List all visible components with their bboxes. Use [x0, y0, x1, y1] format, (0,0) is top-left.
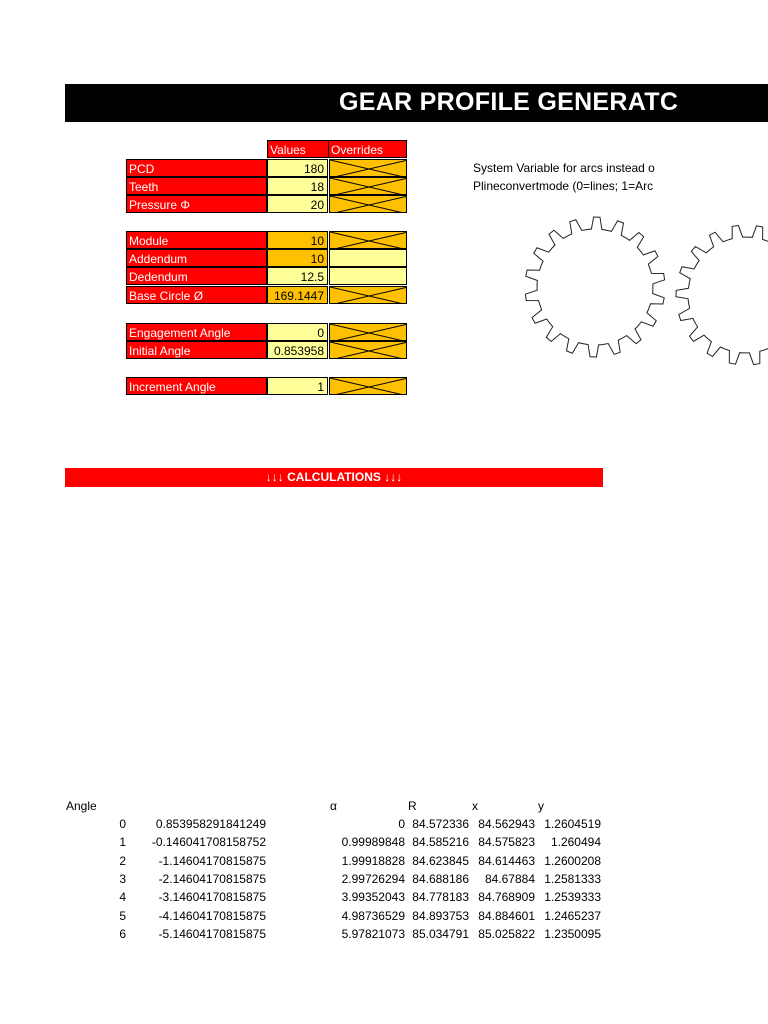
table-cell[interactable]: 5: [119, 908, 126, 923]
col-header-r[interactable]: R: [408, 799, 417, 813]
cross-icon: [330, 178, 407, 195]
table-cell[interactable]: 4.98736529: [341, 908, 405, 923]
param-value[interactable]: 20: [267, 195, 328, 213]
table-cell[interactable]: 0: [119, 817, 126, 831]
system-variable-note[interactable]: System Variable for arcs instead o: [473, 161, 655, 175]
table-cell[interactable]: 1.2465237: [544, 908, 601, 923]
param-label[interactable]: Base Circle Ø: [126, 286, 267, 304]
table-cell[interactable]: -3.14604170815875: [158, 890, 266, 905]
table-cell[interactable]: 85.034791: [412, 926, 469, 941]
override-disabled-cell[interactable]: [329, 195, 407, 213]
override-disabled-cell[interactable]: [329, 177, 407, 195]
param-value[interactable]: 10: [267, 249, 328, 267]
col-header-angle[interactable]: Angle: [66, 799, 97, 813]
param-label[interactable]: Initial Angle: [126, 341, 267, 359]
param-value[interactable]: 0: [267, 323, 328, 341]
table-cell[interactable]: 1: [119, 835, 126, 850]
table-cell[interactable]: 84.778183: [412, 890, 469, 905]
param-value[interactable]: 12.5: [267, 267, 328, 285]
col-header-x[interactable]: x: [472, 799, 478, 813]
cross-icon: [330, 232, 407, 249]
table-cell[interactable]: 84.623845: [412, 853, 469, 868]
param-label[interactable]: Engagement Angle: [126, 323, 267, 341]
param-value[interactable]: 169.1447: [267, 286, 328, 304]
table-cell[interactable]: 2.99726294: [341, 871, 405, 886]
param-value[interactable]: 1: [267, 377, 328, 395]
table-cell[interactable]: -1.14604170815875: [158, 853, 266, 868]
table-cell[interactable]: 0: [398, 817, 405, 831]
table-cell[interactable]: 84.893753: [412, 908, 469, 923]
title-bar: [65, 84, 768, 122]
gear-outline-right: [676, 225, 768, 364]
table-cell[interactable]: 84.585216: [412, 835, 469, 850]
override-input-cell[interactable]: [329, 267, 407, 285]
table-cell[interactable]: 3.99352043: [341, 890, 405, 905]
col-header-y[interactable]: y: [538, 799, 544, 813]
table-cell[interactable]: 0.99989848: [341, 835, 405, 850]
plineconvertmode-note[interactable]: Plineconvertmode (0=lines; 1=Arc: [473, 179, 654, 193]
table-cell[interactable]: 6: [119, 926, 126, 941]
overrides-header[interactable]: Overrides: [328, 140, 407, 158]
table-cell[interactable]: 84.768909: [478, 890, 535, 905]
cross-icon: [330, 378, 407, 395]
table-cell[interactable]: 1.99918828: [341, 853, 405, 868]
table-cell[interactable]: -0.146041708158752: [151, 835, 266, 850]
table-cell[interactable]: 5.97821073: [341, 926, 405, 941]
table-cell[interactable]: -5.14604170815875: [158, 926, 266, 941]
calculations-banner: ↓↓↓ CALCULATIONS ↓↓↓: [65, 468, 603, 487]
table-cell[interactable]: 84.884601: [478, 908, 535, 923]
table-cell[interactable]: 4: [119, 890, 126, 905]
cross-icon: [330, 324, 407, 341]
cross-icon: [330, 342, 407, 359]
param-label[interactable]: Module: [126, 231, 267, 249]
override-disabled-cell[interactable]: [329, 231, 407, 249]
table-cell[interactable]: 2: [119, 853, 126, 868]
table-cell[interactable]: 1.2604519: [544, 817, 601, 831]
cross-icon: [330, 196, 407, 213]
override-disabled-cell[interactable]: [329, 323, 407, 341]
param-value[interactable]: 0.853958: [267, 341, 328, 359]
param-label[interactable]: Teeth: [126, 177, 267, 195]
page-title: GEAR PROFILE GENERATC: [339, 88, 679, 116]
table-cell[interactable]: 1.260494: [550, 835, 601, 850]
values-header[interactable]: Values: [267, 140, 329, 158]
param-value[interactable]: 10: [267, 231, 328, 249]
table-cell[interactable]: 1.2600208: [544, 853, 601, 868]
override-disabled-cell[interactable]: [329, 286, 407, 304]
gear-preview: [520, 210, 768, 380]
table-cell[interactable]: 1.2350095: [544, 926, 601, 941]
param-value[interactable]: 18: [267, 177, 328, 195]
table-cell[interactable]: 84.614463: [478, 853, 535, 868]
table-cell[interactable]: 1.2539333: [544, 890, 601, 905]
override-disabled-cell[interactable]: [329, 159, 407, 177]
cross-icon: [330, 160, 407, 177]
table-cell[interactable]: 0.853958291841249: [155, 817, 266, 831]
table-cell[interactable]: -4.14604170815875: [158, 908, 266, 923]
table-cell[interactable]: 85.025822: [478, 926, 535, 941]
param-label[interactable]: Increment Angle: [126, 377, 267, 395]
cross-icon: [330, 287, 407, 304]
param-label[interactable]: PCD: [126, 159, 267, 177]
col-header-alpha[interactable]: α: [330, 799, 337, 813]
table-cell[interactable]: 84.575823: [478, 835, 535, 850]
table-cell[interactable]: 84.562943: [478, 817, 535, 831]
param-label[interactable]: Addendum: [126, 249, 267, 267]
table-cell[interactable]: 3: [119, 871, 126, 886]
override-disabled-cell[interactable]: [329, 377, 407, 395]
table-cell[interactable]: 84.67884: [484, 871, 535, 886]
table-cell[interactable]: 1.2581333: [544, 871, 601, 886]
param-label[interactable]: Pressure Φ: [126, 195, 267, 213]
table-cell[interactable]: 84.572336: [412, 817, 469, 831]
param-label[interactable]: Dedendum: [126, 267, 267, 285]
param-value[interactable]: 180: [267, 159, 328, 177]
override-input-cell[interactable]: [329, 249, 407, 267]
gear-outline-left: [525, 217, 664, 357]
override-disabled-cell[interactable]: [329, 341, 407, 359]
table-cell[interactable]: 84.688186: [412, 871, 469, 886]
table-cell[interactable]: -2.14604170815875: [158, 871, 266, 886]
